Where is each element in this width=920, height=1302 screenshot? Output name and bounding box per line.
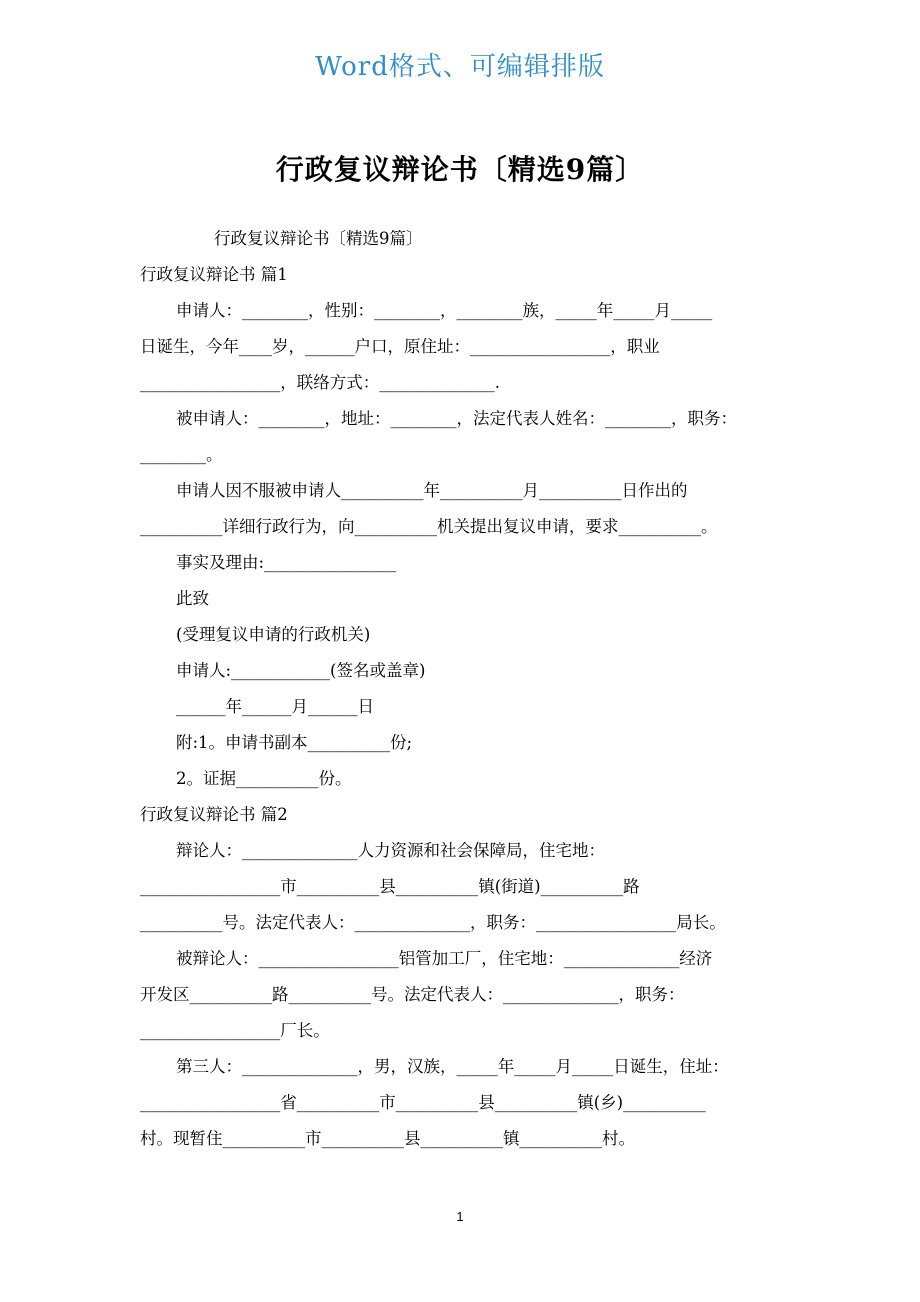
paragraph-line: 申请人:____________(签名或盖章)	[176, 661, 426, 680]
paragraph-line: 开发区__________路__________号。法定代表人：______________，职务：	[140, 985, 685, 1004]
paragraph-line: 申请人因不服被申请人__________年__________月__________日作出的	[176, 481, 688, 500]
paragraph-line: 被辩论人：_________________铝管加工厂，住宅地：______________经济	[176, 949, 713, 968]
paragraph-line: 事实及理由:________________	[176, 553, 397, 572]
subtitle-line: 行政复议辩论书〔精选9篇〕	[214, 229, 423, 248]
paragraph-line: _________________省__________市__________县__________镇(乡)__________	[140, 1093, 706, 1112]
paragraph-line: ______年______月______日	[176, 697, 374, 716]
page-number: 1	[456, 1209, 464, 1224]
paragraph-line: ________。	[140, 445, 223, 464]
section-heading-1: 行政复议辩论书 篇1	[140, 265, 288, 284]
paragraph-line: _________________市__________县__________镇(街道)__________路	[140, 877, 640, 896]
paragraph-line: 此致	[176, 589, 209, 608]
document-body	[140, 221, 796, 1157]
paragraph-line: 辩论人：______________人力资源和社会保障局，住宅地：	[176, 841, 605, 860]
document-title: 行政复议辩论书〔精选9篇〕	[275, 153, 645, 186]
paragraph-line: 申请人：________，性别：________，________族，_____年_____月_____	[176, 301, 713, 320]
header-banner: Word格式、可编辑排版	[315, 52, 605, 82]
paragraph-line: _________________厂长。	[140, 1021, 330, 1040]
paragraph-line: 附:1。申请书副本__________份;	[176, 733, 413, 752]
paragraph-line: __________号。法定代表人：______________，职务：_________________局长。	[140, 913, 726, 932]
paragraph-line: (受理复议申请的行政机关)	[176, 625, 371, 644]
paragraph-line: 日诞生，今年____岁，______户口，原住址：_________________，职业	[140, 337, 660, 356]
paragraph-line: 第三人：______________，男，汉族，_____年_____月_____日诞生，住址：	[176, 1057, 729, 1076]
section-heading-2: 行政复议辩论书 篇2	[140, 805, 288, 824]
paragraph-line: __________详细行政行为，向__________机关提出复议申请，要求__________。	[140, 517, 718, 536]
paragraph-line: _________________，联络方式：______________.	[140, 373, 500, 392]
paragraph-line: 村。现暂住__________市__________县__________镇__________村。	[140, 1129, 635, 1148]
paragraph-line: 2。证据__________份。	[176, 769, 352, 788]
paragraph-line: 被申请人：________，地址：________，法定代表人姓名：________，职务：	[176, 409, 737, 428]
